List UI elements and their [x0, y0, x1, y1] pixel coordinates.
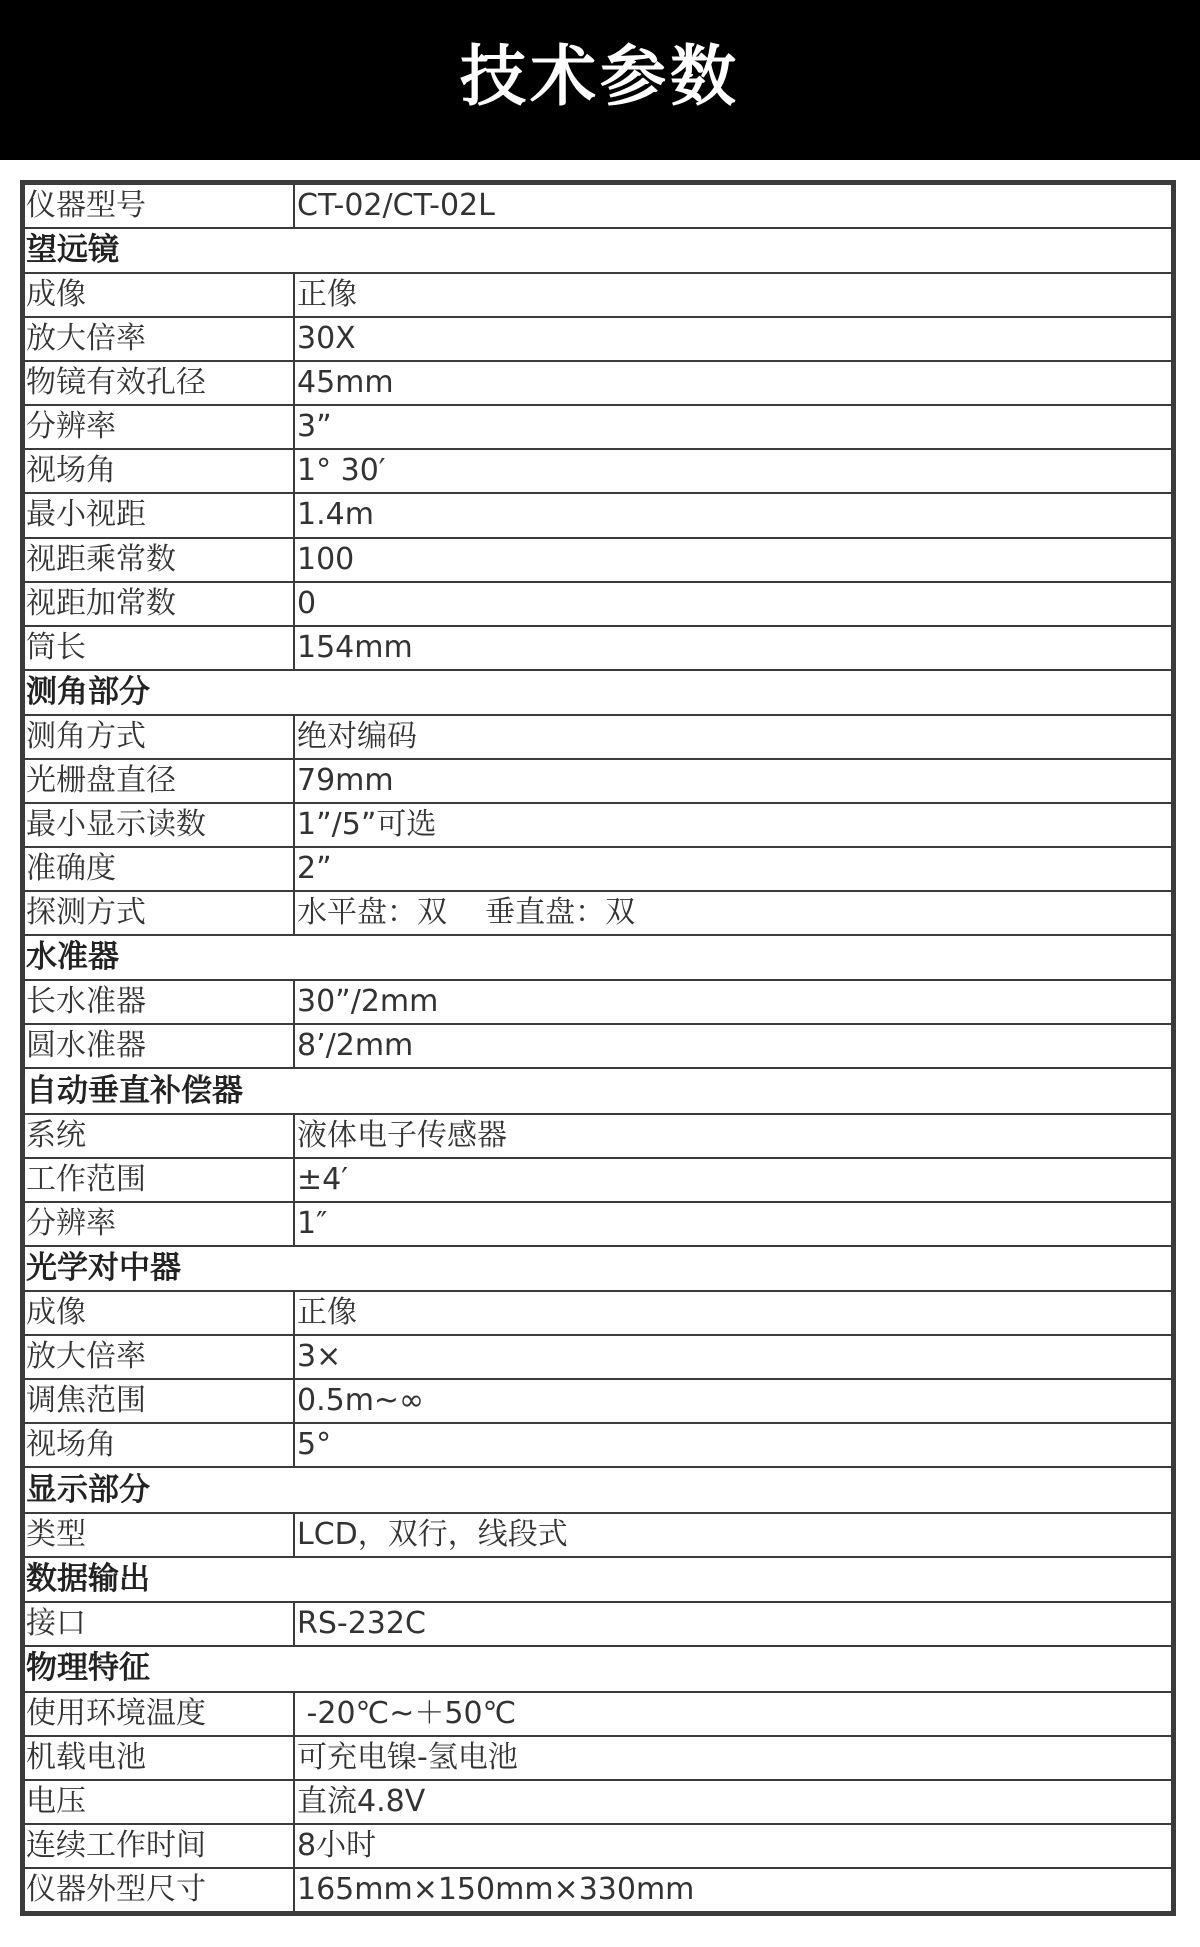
- spec-label: 调焦范围: [24, 1379, 294, 1423]
- spec-label: 光栅盘直径: [24, 759, 294, 803]
- spec-label: 探测方式: [24, 891, 294, 935]
- spec-row: [24, 449, 1172, 493]
- spec-row: [24, 1824, 1172, 1868]
- spec-label: 筒长: [24, 626, 294, 670]
- spec-row: [24, 1736, 1172, 1780]
- spec-row: [24, 847, 1172, 891]
- spec-value: 0: [294, 582, 1172, 626]
- spec-row: [24, 1692, 1172, 1736]
- spec-label: 最小视距: [24, 493, 294, 537]
- spec-row: [24, 1780, 1172, 1824]
- spec-value: 100: [294, 538, 1172, 582]
- spec-value: 3×: [294, 1335, 1172, 1379]
- spec-row: [24, 273, 1172, 317]
- spec-label: 视场角: [24, 1423, 294, 1467]
- section-title: 显示部分: [24, 1467, 1172, 1512]
- spec-value: RS-232C: [294, 1602, 1172, 1646]
- section-header-row: [24, 228, 1172, 273]
- spec-value: 1″: [294, 1202, 1172, 1246]
- section-title: 自动垂直补偿器: [24, 1068, 1172, 1113]
- page-title: 技术参数: [460, 37, 740, 115]
- spec-value: ±4′: [294, 1158, 1172, 1202]
- spec-table: [23, 183, 1173, 1913]
- spec-value: CT-02/CT-02L: [294, 184, 1172, 228]
- spec-value: 154mm: [294, 626, 1172, 670]
- spec-row: [24, 493, 1172, 537]
- spec-value: 直流4.8V: [294, 1780, 1172, 1824]
- spec-row: [24, 1379, 1172, 1423]
- spec-value: 30X: [294, 317, 1172, 361]
- spec-label: 类型: [24, 1513, 294, 1557]
- spec-value: 可充电镍-氢电池: [294, 1736, 1172, 1780]
- spec-label: 最小显示读数: [24, 803, 294, 847]
- spec-value: 水平盘：双 垂直盘：双: [294, 891, 1172, 935]
- spec-row: [24, 1158, 1172, 1202]
- spec-table-body: [24, 184, 1172, 1912]
- spec-label: 接口: [24, 1602, 294, 1646]
- spec-label: 圆水准器: [24, 1024, 294, 1068]
- spec-row: [24, 1423, 1172, 1467]
- spec-value: 正像: [294, 1291, 1172, 1335]
- spec-value: 79mm: [294, 759, 1172, 803]
- spec-value: 液体电子传感器: [294, 1114, 1172, 1158]
- spec-value: 2”: [294, 847, 1172, 891]
- spec-label: 使用环境温度: [24, 1692, 294, 1736]
- spec-row: [24, 980, 1172, 1024]
- spec-label: 成像: [24, 273, 294, 317]
- spec-value: 45mm: [294, 361, 1172, 405]
- spec-value: 8小时: [294, 1824, 1172, 1868]
- spec-value: 0.5m~∞: [294, 1379, 1172, 1423]
- section-header-row: [24, 935, 1172, 980]
- spec-row: [24, 1291, 1172, 1335]
- section-title: 测角部分: [24, 670, 1172, 715]
- spec-label: 仪器外型尺寸: [24, 1868, 294, 1912]
- spec-label: 准确度: [24, 847, 294, 891]
- spec-value: 30”/2mm: [294, 980, 1172, 1024]
- spec-label: 视距乘常数: [24, 538, 294, 582]
- spec-value: 5°: [294, 1423, 1172, 1467]
- section-title: 水准器: [24, 935, 1172, 980]
- spec-label: 分辨率: [24, 405, 294, 449]
- section-header-row: [24, 1246, 1172, 1291]
- spec-table-container: [20, 180, 1176, 1916]
- spec-row: [24, 582, 1172, 626]
- spec-row: [24, 759, 1172, 803]
- spec-row: [24, 1602, 1172, 1646]
- spec-label: 放大倍率: [24, 317, 294, 361]
- section-header-row: [24, 1557, 1172, 1602]
- spec-row: [24, 715, 1172, 759]
- section-header-row: [24, 1068, 1172, 1113]
- header-banner: [0, 0, 1200, 160]
- spec-label: 机载电池: [24, 1736, 294, 1780]
- spec-label: 连续工作时间: [24, 1824, 294, 1868]
- spec-label: 成像: [24, 1291, 294, 1335]
- spec-value: 正像: [294, 273, 1172, 317]
- spec-value: 8’/2mm: [294, 1024, 1172, 1068]
- spec-label: 物镜有效孔径: [24, 361, 294, 405]
- spec-row: [24, 1024, 1172, 1068]
- section-title: 望远镜: [24, 228, 1172, 273]
- spec-label: 放大倍率: [24, 1335, 294, 1379]
- section-title: 光学对中器: [24, 1246, 1172, 1291]
- spec-row: [24, 626, 1172, 670]
- spec-label: 视距加常数: [24, 582, 294, 626]
- section-header-row: [24, 1646, 1172, 1691]
- spec-row: [24, 1868, 1172, 1912]
- spec-label: 长水准器: [24, 980, 294, 1024]
- section-title: 物理特征: [24, 1646, 1172, 1691]
- spec-row: [24, 1335, 1172, 1379]
- spec-label: 电压: [24, 1780, 294, 1824]
- spec-label: 系统: [24, 1114, 294, 1158]
- spec-row: [24, 891, 1172, 935]
- spec-row: [24, 405, 1172, 449]
- spec-row: [24, 184, 1172, 228]
- spec-label: 视场角: [24, 449, 294, 493]
- spec-label: 分辨率: [24, 1202, 294, 1246]
- spec-row: [24, 1202, 1172, 1246]
- spec-row: [24, 538, 1172, 582]
- spec-label: 工作范围: [24, 1158, 294, 1202]
- section-header-row: [24, 1467, 1172, 1512]
- spec-row: [24, 1114, 1172, 1158]
- spec-label: 仪器型号: [24, 184, 294, 228]
- spec-row: [24, 317, 1172, 361]
- spec-value: 绝对编码: [294, 715, 1172, 759]
- spec-value: LCD，双行，线段式: [294, 1513, 1172, 1557]
- spec-value: 1”/5”可选: [294, 803, 1172, 847]
- spec-row: [24, 803, 1172, 847]
- spec-row: [24, 361, 1172, 405]
- spec-value: 1.4m: [294, 493, 1172, 537]
- spec-value: 1° 30′: [294, 449, 1172, 493]
- spec-label: 测角方式: [24, 715, 294, 759]
- spec-value: 3”: [294, 405, 1172, 449]
- section-header-row: [24, 670, 1172, 715]
- section-title: 数据输出: [24, 1557, 1172, 1602]
- spec-value: 165mm×150mm×330mm: [294, 1868, 1172, 1912]
- spec-row: [24, 1513, 1172, 1557]
- spec-value: -20℃~＋50℃: [294, 1692, 1172, 1736]
